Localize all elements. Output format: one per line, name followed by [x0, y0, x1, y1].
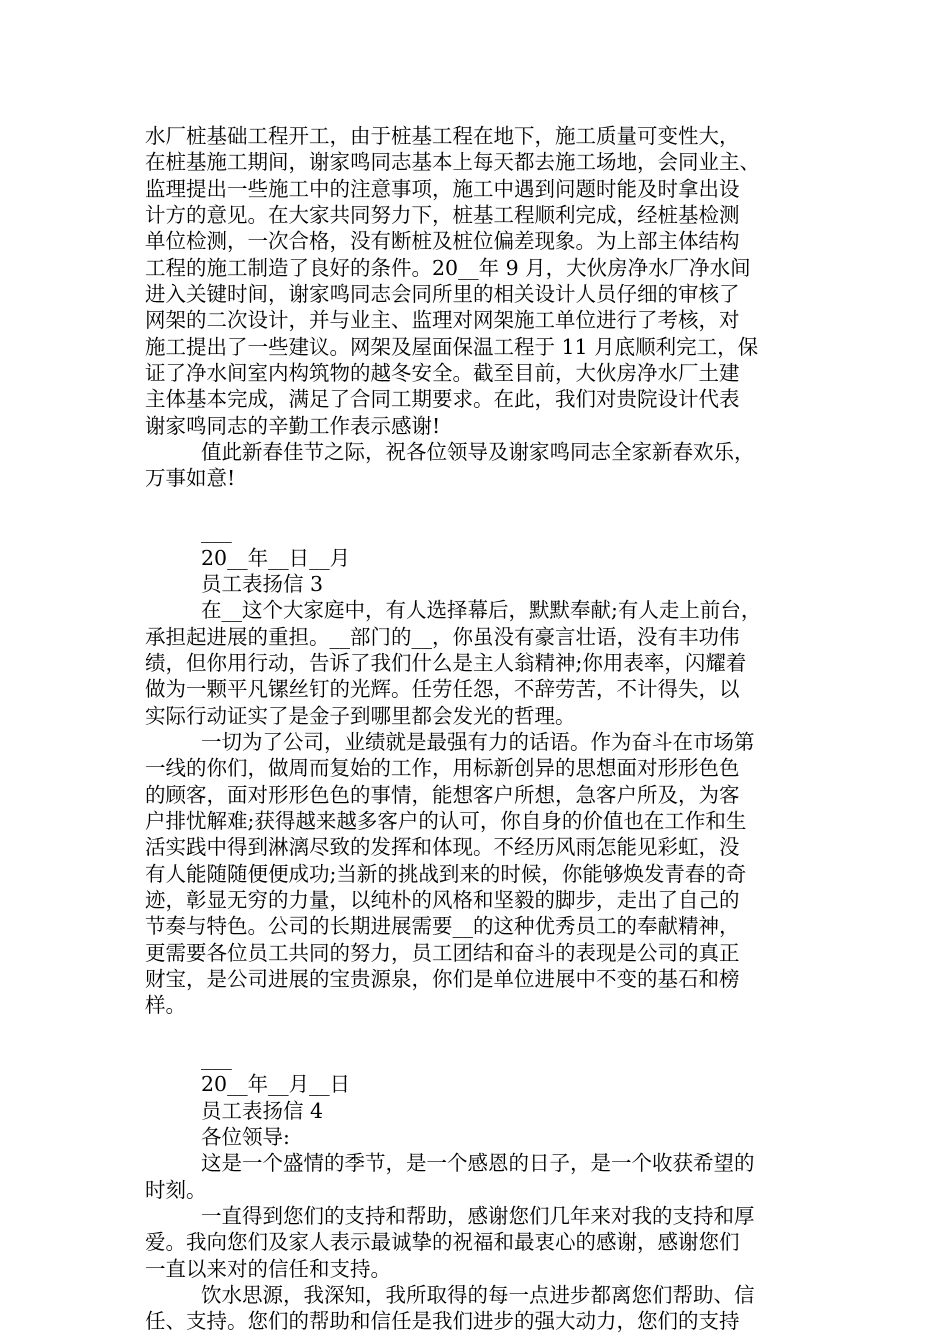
text-line: 谢家鸣同志的辛勤工作表示感谢! [145, 413, 441, 438]
text-line: 单位检测，一次合格，没有断桩及桩位偏差现象。为上部主体结构 [145, 229, 740, 254]
text-line: 时刻。 [145, 1177, 207, 1202]
letter3-paragraph-1 [145, 597, 808, 729]
text-line: 实际行动证实了是金子到哪里都会发光的哲理。 [145, 703, 576, 728]
text-line: 爱。我向您们及家人表示最诚挚的祝福和最衷心的感谢，感谢您们 [145, 1230, 740, 1255]
text-line: 证了净水间室内构筑物的越冬安全。截至目前，大伙房净水厂土建 [145, 361, 740, 386]
text-line: 做为一颗平凡镙丝钉的光辉。任劳任怨，不辞劳苦，不计得失，以 [145, 677, 740, 702]
signature-blank: ___ [201, 519, 232, 544]
text-line: 一切为了公司，业绩就是最强有力的话语。作为奋斗在市场第 [201, 729, 755, 754]
text-line: 样。 [145, 993, 186, 1018]
text-line: 户排忧解难;获得越来越多客户的认可，你自身的价值也在工作和生 [145, 808, 747, 833]
signature-blank: ___ [201, 1046, 232, 1071]
text-line: 主体基本完成，满足了合同工期要求。在此，我们对贵院设计代表 [145, 387, 740, 412]
letter-title: 员工表扬信 4 [201, 1098, 324, 1123]
date-line: 20__年__日__月 [201, 545, 351, 570]
letter-title: 员工表扬信 3 [201, 571, 324, 596]
letter4-paragraph-3 [145, 1282, 808, 1335]
document-page [145, 123, 808, 1335]
text-line: 在__这个大家庭中，有人选择幕后，默默奉献;有人走上前台， [201, 598, 762, 623]
salutation: 各位领导: [201, 1125, 290, 1150]
text-line: 财宝，是公司进展的宝贵源泉，你们是单位进展中不变的基石和榜 [145, 967, 740, 991]
text-line: 万事如意! [145, 466, 236, 491]
blank-line [145, 1019, 808, 1045]
letter4-paragraph-1 [145, 1150, 808, 1203]
text-line: 一线的你们，做周而复始的工作，用标新创异的思想面对形形色色 [145, 756, 740, 781]
text-line: 更需要各位员工共同的努力，员工团结和奋斗的表现是公司的真正 [145, 940, 740, 965]
text-line: 计方的意见。在大家共同努力下，桩基工程顺利完成，经桩基检测 [145, 203, 740, 228]
text-line: 这是一个盛情的季节，是一个感恩的日子，是一个收获希望的 [201, 1151, 755, 1176]
text-line: 网架的二次设计，并与业主、监理对网架施工单位进行了考核，对 [145, 308, 740, 333]
text-line: 进入关键时间，谢家鸣同志会同所里的相关设计人员仔细的审核了 [145, 282, 740, 307]
blank-line [145, 492, 808, 518]
text-line: 一直得到您们的支持和帮助，感谢您们几年来对我的支持和厚 [201, 1204, 755, 1229]
text-line: 监理提出一些施工中的注意事项，施工中遇到问题时能及时拿出设 [145, 176, 740, 201]
text-line: 有人能随随便便成功;当新的挑战到来的时候，你能够焕发青春的奇 [145, 861, 747, 886]
date-line: 20__年__月__日 [201, 1072, 351, 1097]
paragraph-1 [145, 123, 808, 439]
text-line: 节奏与特色。公司的长期进展需要__的这种优秀员工的奉献精神， [145, 914, 740, 939]
paragraph-2 [145, 439, 808, 492]
text-line: 任、支持。您们的帮助和信任是我们进步的强大动力，您们的支持 [145, 1309, 740, 1334]
text-line: 水厂桩基础工程开工，由于桩基工程在地下，施工质量可变性大， [145, 124, 740, 148]
text-line: 值此新春佳节之际，祝各位领导及谢家鸣同志全家新春欢乐， [201, 440, 755, 465]
text-line: 活实践中得到淋漓尽致的发挥和体现。不经历风雨怎能见彩虹，没 [145, 835, 740, 860]
text-line: 承担起进展的重担。__部门的__，你虽没有豪言壮语，没有丰功伟 [145, 624, 740, 649]
letter4-paragraph-2 [145, 1203, 808, 1282]
text-line: 绩，但你用行动，告诉了我们什么是主人翁精神;你用表率，闪耀着 [145, 650, 747, 675]
text-line: 一直以来对的信任和支持。 [145, 1256, 391, 1281]
text-line: 的顾客，面对形形色色的事情，能想客户所想，急客户所及，为客 [145, 782, 740, 807]
text-line: 在桩基施工期间，谢家鸣同志基本上每天都去施工场地，会同业主、 [145, 150, 760, 175]
text-line: 工程的施工制造了良好的条件。20__年 9 月，大伙房净水厂净水间 [145, 255, 751, 280]
text-line: 迹，彰显无穷的力量，以纯朴的风格和坚毅的脚步，走出了自己的 [145, 887, 740, 912]
text-line: 施工提出了一些建议。网架及屋面保温工程于 11 月底顺利完工，保 [145, 334, 759, 359]
letter3-paragraph-2 [145, 729, 808, 1019]
text-line: 饮水思源，我深知，我所取得的每一点进步都离您们帮助、信 [201, 1283, 755, 1308]
